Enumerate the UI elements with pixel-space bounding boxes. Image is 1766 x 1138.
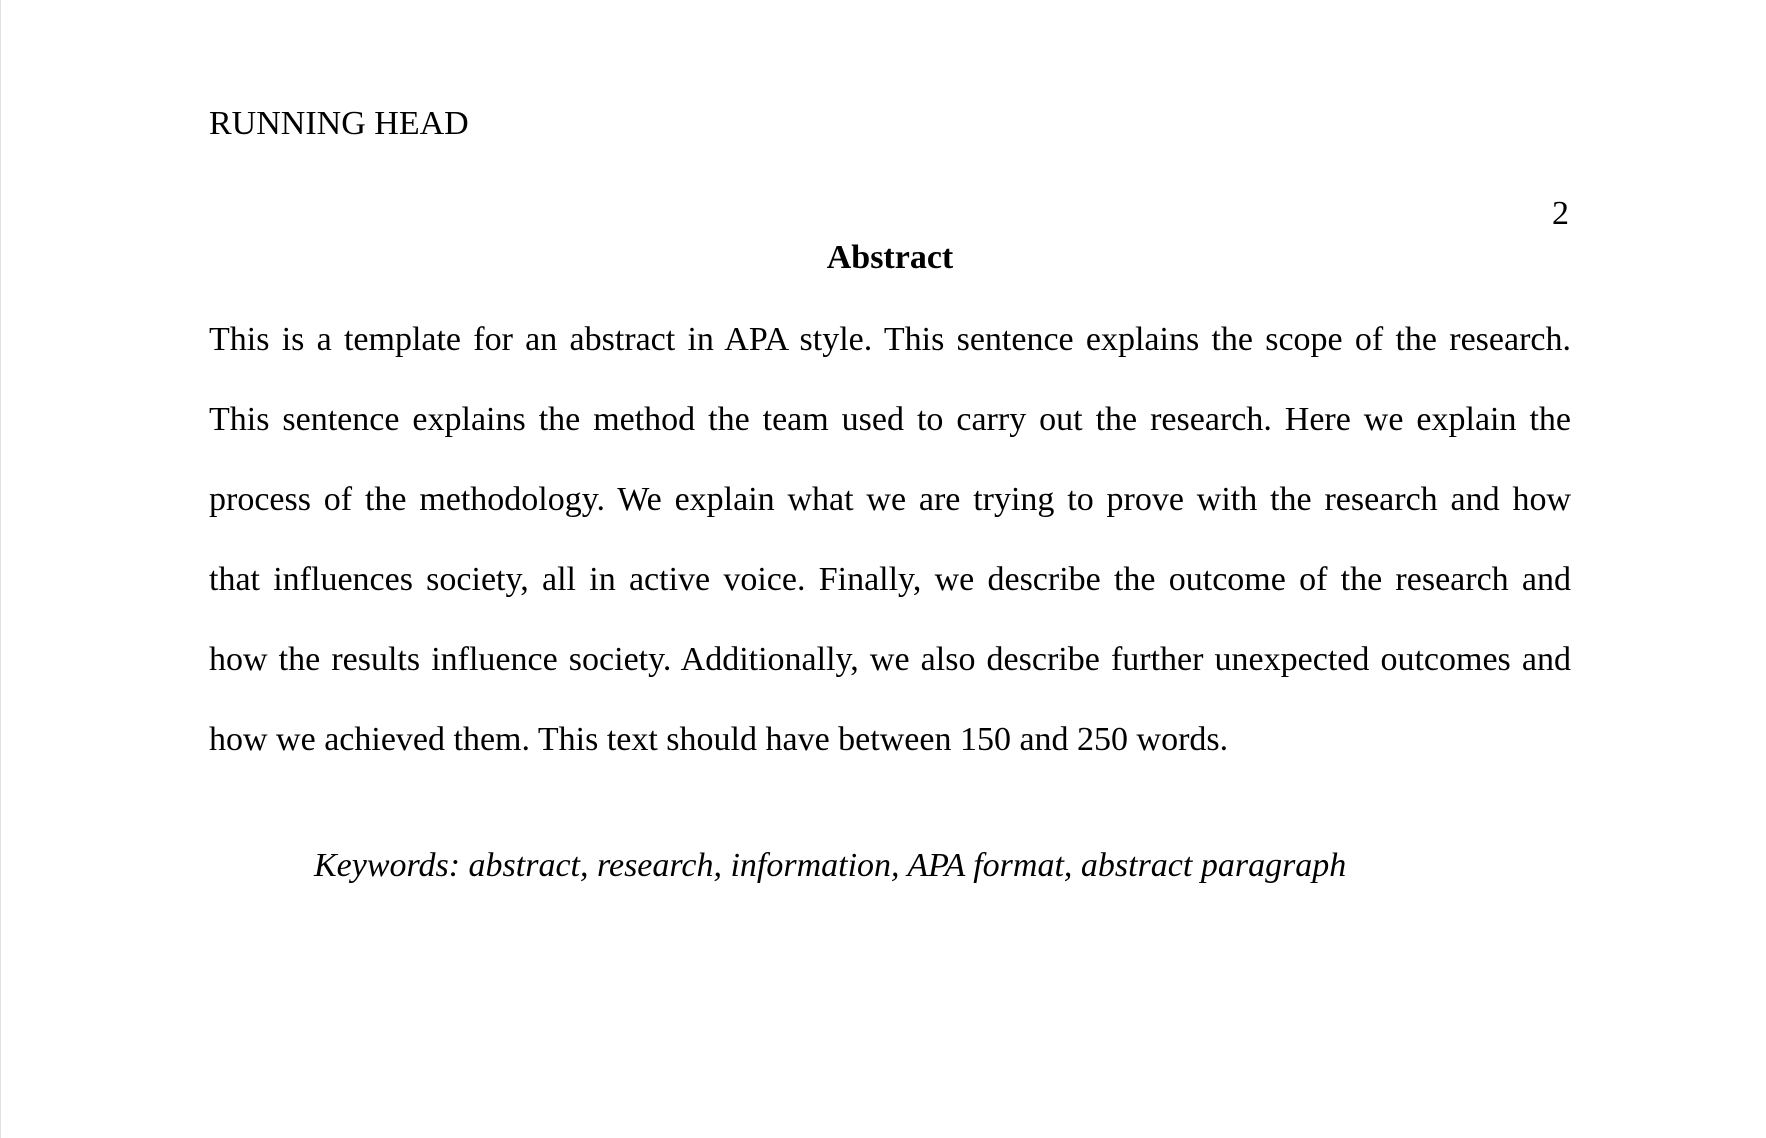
abstract-line: how the results influence society. Additionally, we also describe further unexpected outcomes and [209,641,1571,678]
abstract-title: Abstract [826,239,954,276]
running-head: RUNNING HEAD [209,105,469,142]
abstract-line: that influences society, all in active voice. Finally, we describe the outcome of the research and [209,561,1571,598]
keywords-line: Keywords: abstract, research, information, APA format, abstract paragraph [314,847,1347,884]
abstract-line: how we achieved them. This text should have between 150 and 250 words. [209,721,1229,758]
abstract-line: process of the methodology. We explain what we are trying to prove with the research and how [209,481,1571,518]
abstract-paragraph [209,320,1571,800]
abstract-line: This sentence explains the method the team used to carry out the research. Here we explain the [209,401,1571,438]
abstract-line: This is a template for an abstract in APA style. This sentence explains the scope of the research. [209,321,1571,358]
page-number: 2 [1552,195,1569,232]
